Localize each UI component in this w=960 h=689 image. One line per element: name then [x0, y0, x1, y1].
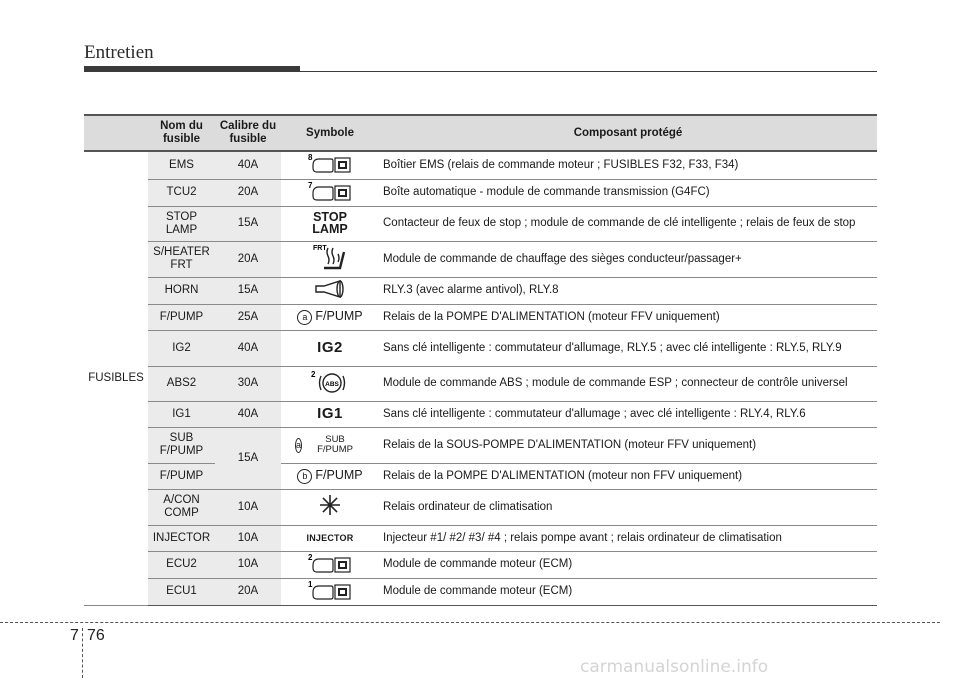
fuse-name: TCU2 [148, 179, 215, 206]
fuse-rating: 20A [215, 578, 281, 605]
protected-component: Module de commande moteur (ECM) [379, 578, 877, 605]
symbol-text: F/PUMP [315, 309, 363, 324]
fuse-name: F/PUMP [148, 463, 215, 489]
fuse-number: 7 [308, 180, 313, 190]
fuse-symbol [281, 551, 379, 578]
fuse-name: STOP LAMP [148, 206, 215, 241]
table-row [84, 277, 877, 304]
fuse-rating: 10A [215, 525, 281, 551]
fuse-symbol [281, 489, 379, 525]
fuse-symbol [281, 463, 379, 489]
fuse-rating: 10A [215, 489, 281, 525]
fuse-name: ECU1 [148, 578, 215, 605]
fuse-box-icon [307, 153, 353, 177]
protected-component: Module de commande de chauffage des sièges conducteur/passager+ [379, 241, 877, 277]
protected-component: Injecteur #1/ #2/ #3/ #4 ; relais pompe avant ; relais ordinateur de climatisation [379, 525, 877, 551]
protected-component: Relais de la SOUS-POMPE D'ALIMENTATION (moteur FFV uniquement) [379, 427, 877, 463]
fuse-rating: 20A [215, 241, 281, 277]
circled-symbol [297, 470, 362, 482]
seat-heater-icon [310, 245, 350, 275]
fuse-box-icon [307, 552, 353, 577]
circled-symbol [297, 311, 362, 323]
protected-component: RLY.3 (avec alarme antivol), RLY.8 [379, 277, 877, 304]
fuse-symbol [281, 330, 379, 366]
table-row [84, 489, 877, 525]
protected-component: Boîtier EMS (relais de commande moteur ; FUSIBLES F32, F33, F34) [379, 151, 877, 179]
svg-text:ABS: ABS [325, 380, 339, 388]
fuse-name: A/CON COMP [148, 489, 215, 525]
fuse-symbol [281, 427, 379, 463]
seat-label: FRT [313, 245, 327, 252]
fuse-name: HORN [148, 277, 215, 304]
fuse-symbol [281, 578, 379, 605]
fuse-symbol [281, 401, 379, 427]
table-row [84, 551, 877, 578]
fuse-name: EMS [148, 151, 215, 179]
symbol-text: F/PUMP [315, 468, 363, 483]
fuse-rating: 30A [215, 366, 281, 401]
protected-component: Contacteur de feux de stop ; module de commande de clé intelligente ; relais de feux de stop [379, 206, 877, 241]
fuse-symbol [281, 366, 379, 401]
table-row [84, 151, 877, 179]
category-cell: FUSIBLES [84, 151, 148, 605]
symbol-text: STOP LAMP [312, 209, 348, 236]
header-cell-name: Nom du fusible [148, 115, 215, 151]
fuse-name: ECU2 [148, 551, 215, 578]
page-number: 76 [87, 627, 105, 644]
horn-icon [312, 291, 348, 303]
protected-component: Boîte automatique - module de commande transmission (G4FC) [379, 179, 877, 206]
watermark: carmanualsonline.info [580, 657, 769, 677]
fuse-rating: 20A [215, 179, 281, 206]
table-row [84, 330, 877, 366]
table-row [84, 463, 877, 489]
fuse-symbol [281, 151, 379, 179]
page-chapter: 7 [70, 627, 79, 644]
fuse-symbol [281, 206, 379, 241]
circle-letter: a [295, 438, 302, 453]
page-header-title: Entretien [84, 42, 154, 63]
fuse-rating: 25A [215, 304, 281, 330]
table-row [84, 206, 877, 241]
symbol-text: IG1 [317, 404, 343, 422]
fuse-symbol [281, 525, 379, 551]
snowflake-icon [316, 510, 344, 522]
header-rule [300, 71, 877, 72]
fuse-number: 2 [308, 552, 313, 562]
fuse-rating: 15A [215, 277, 281, 304]
fuse-rating: 40A [215, 330, 281, 366]
table-row [84, 578, 877, 605]
svg-text:2: 2 [311, 369, 316, 379]
fuse-name: IG2 [148, 330, 215, 366]
table-row [84, 241, 877, 277]
header-cell-symbol: Symbole [281, 115, 379, 151]
table-row [84, 525, 877, 551]
fuse-number: 8 [308, 153, 313, 163]
fuse-name: SUB F/PUMP [148, 427, 215, 463]
footer-rule [0, 622, 940, 623]
protected-component: Sans clé intelligente : commutateur d'allumage ; avec clé intelligente : RLY.4, RLY.6 [379, 401, 877, 427]
fuse-name: INJECTOR [148, 525, 215, 551]
table-header-row [84, 115, 877, 151]
symbol-text: INJECTOR [306, 532, 354, 543]
fuse-symbol [281, 179, 379, 206]
fuse-rating: 40A [215, 151, 281, 179]
fuse-rating: 10A [215, 551, 281, 578]
header-bar [84, 66, 300, 72]
fuse-rating: 15A [215, 427, 281, 489]
protected-component: Relais ordinateur de climatisation [379, 489, 877, 525]
fuse-box-icon [307, 180, 353, 205]
symbol-text: IG2 [317, 338, 343, 356]
protected-component: Relais de la POMPE D'ALIMENTATION (moteur FFV uniquement) [379, 304, 877, 330]
header-cell-category [84, 115, 148, 151]
fuse-name: IG1 [148, 401, 215, 427]
circle-letter: a [297, 310, 312, 325]
table-row [84, 366, 877, 401]
protected-component: Relais de la POMPE D'ALIMENTATION (moteur non FFV uniquement) [379, 463, 877, 489]
protected-component: Module de commande ABS ; module de commande ESP ; connecteur de contrôle universel [379, 366, 877, 401]
fuse-rating: 15A [215, 206, 281, 241]
fuse-symbol [281, 277, 379, 304]
circled-symbol [295, 435, 365, 455]
table-row [84, 179, 877, 206]
footer-divider [82, 628, 83, 678]
fuse-number: 1 [308, 579, 313, 589]
fuse-name: S/HEATER FRT [148, 241, 215, 277]
fuse-box-icon [307, 579, 353, 604]
fuse-name: F/PUMP [148, 304, 215, 330]
protected-component: Module de commande moteur (ECM) [379, 551, 877, 578]
circle-letter: b [297, 469, 312, 484]
fuse-symbol [281, 241, 379, 277]
abs-icon [310, 369, 350, 399]
fuse-rating: 40A [215, 401, 281, 427]
protected-component: Sans clé intelligente : commutateur d'allumage, RLY.5 ; avec clé intelligente : RLY.5, RLY.9 [379, 330, 877, 366]
table-row [84, 427, 877, 463]
table-row [84, 401, 877, 427]
fuse-symbol [281, 304, 379, 330]
fuse-name: ABS2 [148, 366, 215, 401]
fuse-table [84, 114, 877, 606]
table-row [84, 304, 877, 330]
header-cell-component: Composant protégé [379, 115, 877, 151]
header-cell-rating: Calibre du fusible [215, 115, 281, 151]
symbol-text: SUB F/PUMP [317, 434, 353, 455]
